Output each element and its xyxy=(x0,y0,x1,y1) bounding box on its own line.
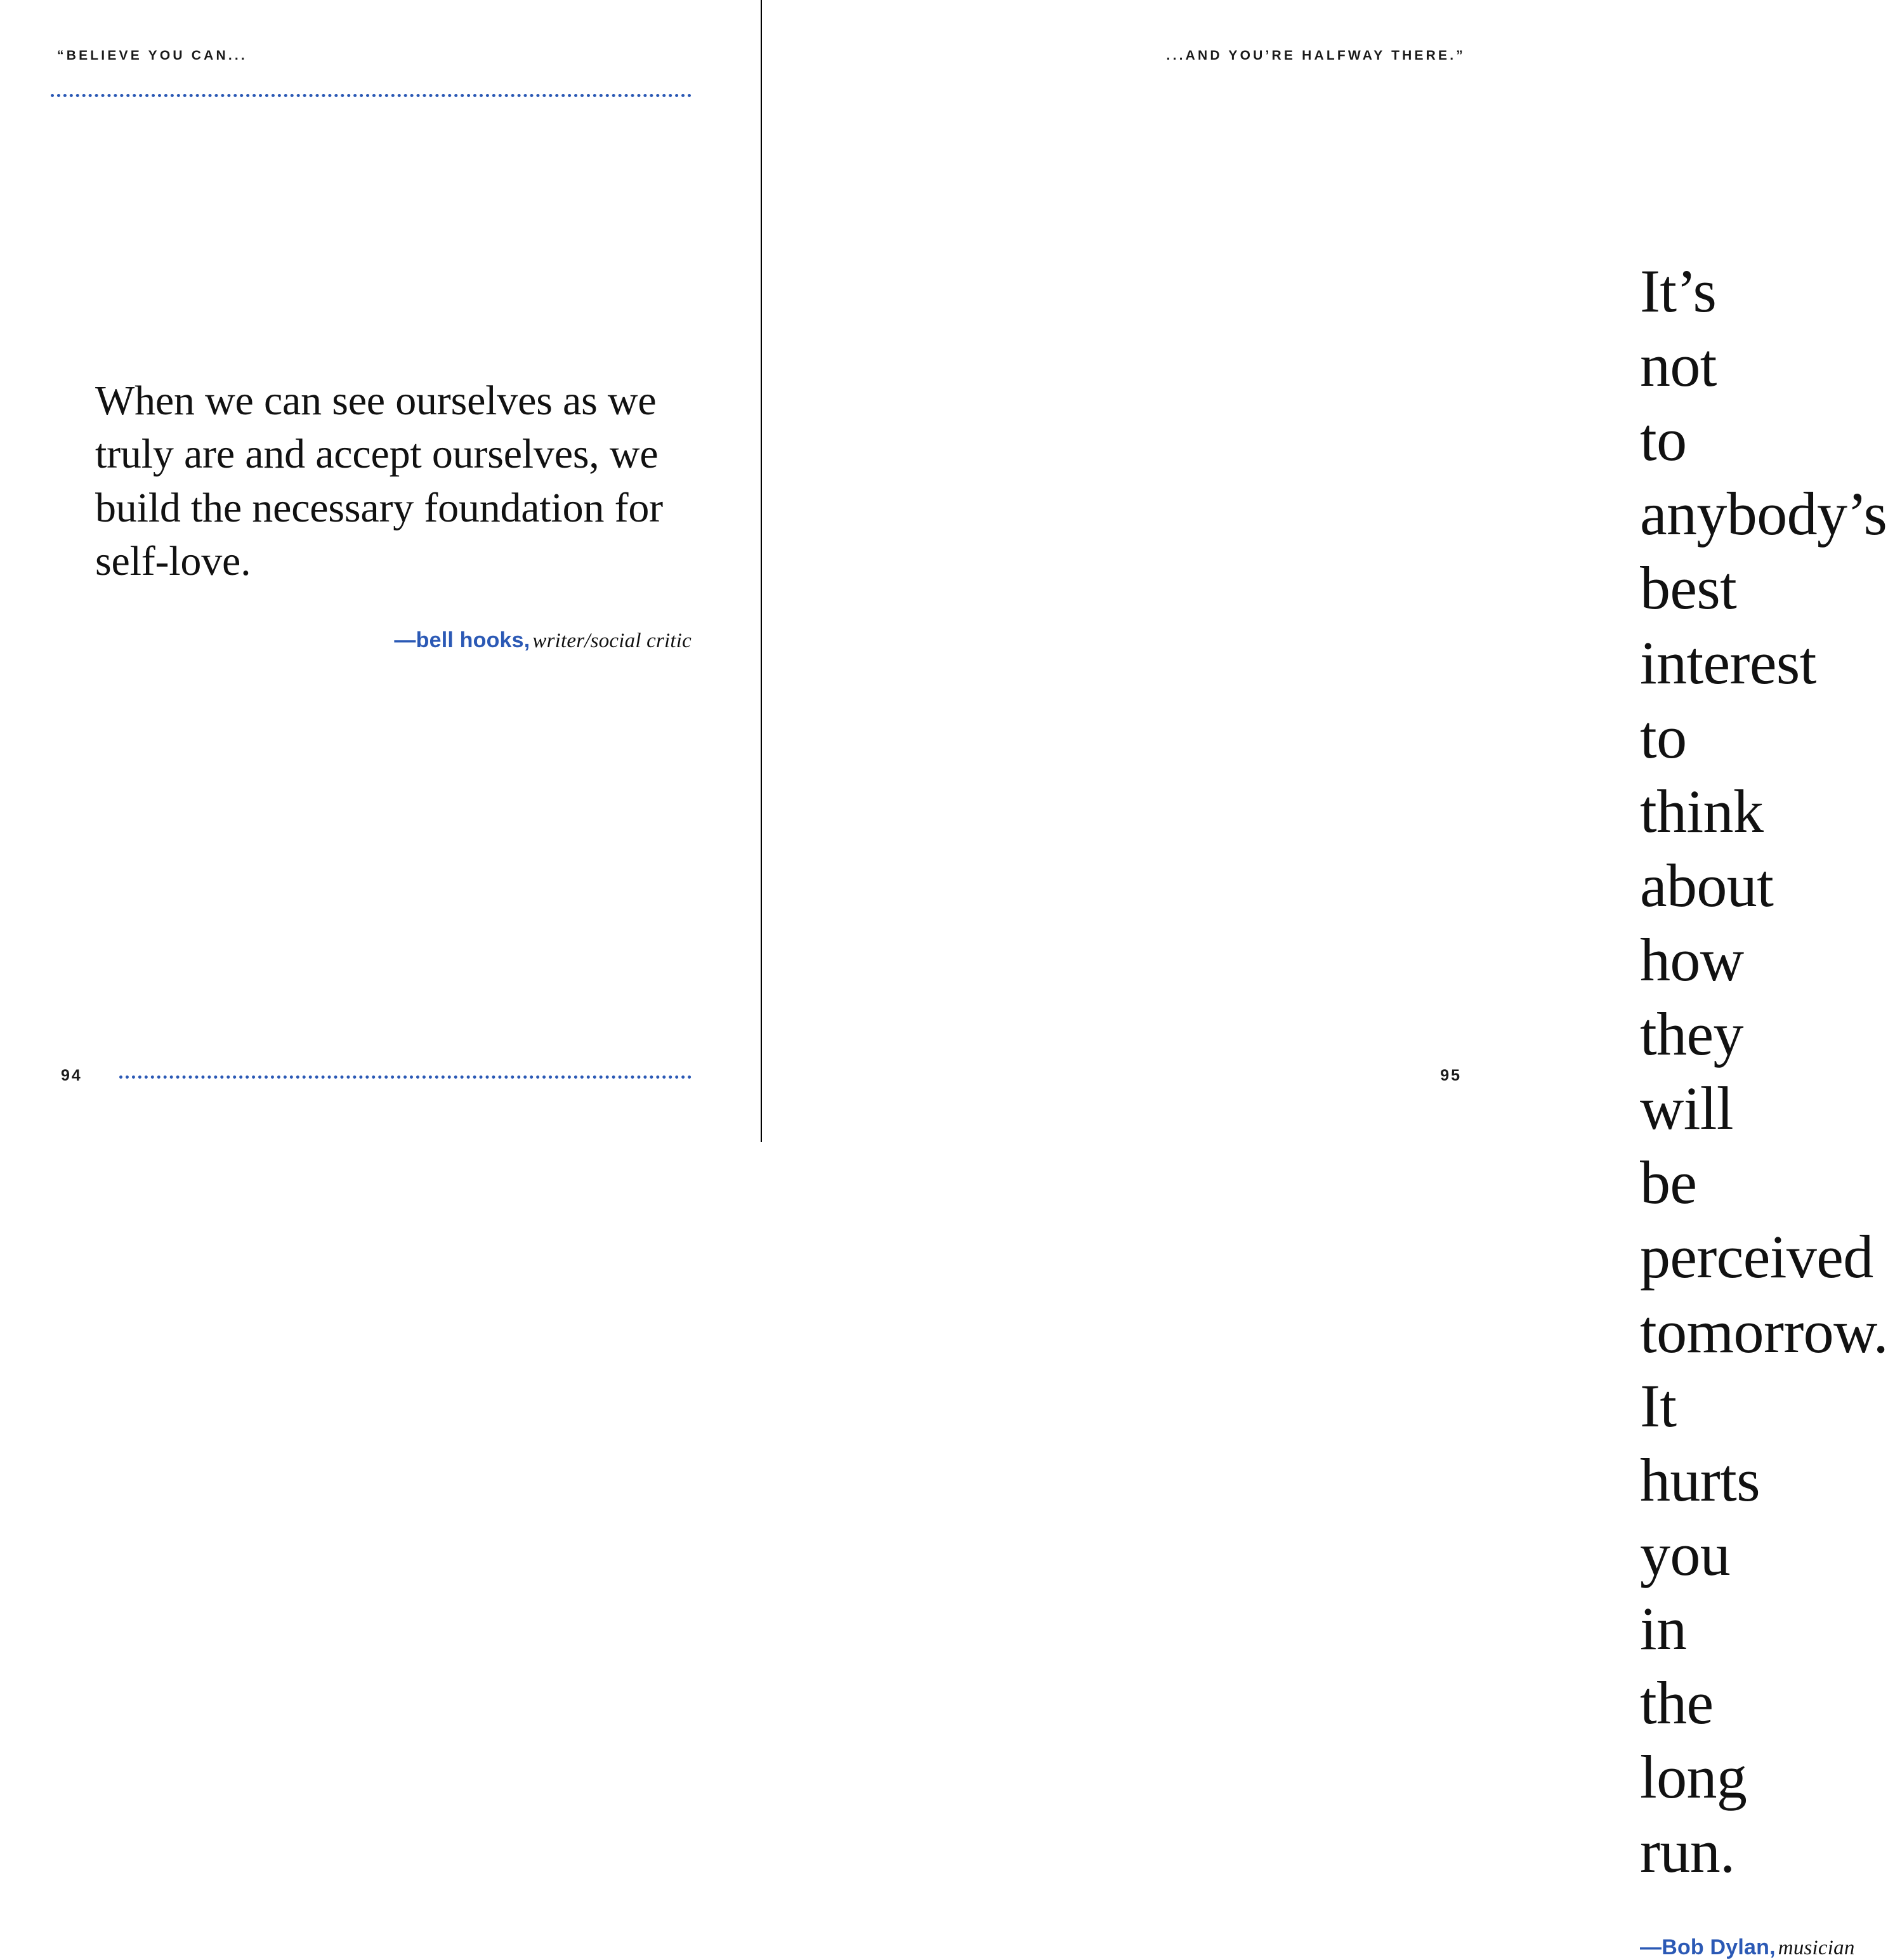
running-head-left: “BELIEVE YOU CAN... xyxy=(57,48,247,63)
attribution-role-left: writer/social critic xyxy=(532,629,692,652)
footer-rule-left xyxy=(119,1075,692,1079)
attribution-name-right: —Bob Dylan, xyxy=(1640,1935,1776,1960)
quote-block-left xyxy=(95,374,692,653)
header-rule-left xyxy=(51,94,692,97)
page-number-right: 95 xyxy=(1440,1067,1462,1084)
attribution-name-left: —bell hooks, xyxy=(394,628,530,652)
attribution-left xyxy=(95,628,692,653)
right-page: ...AND YOU’RE HALFWAY THERE.” It’s not to anybody’s best interest to think about how they will be perceived tomorrow. It hurts you in the long run. —Bob Dylan, musician 95 xyxy=(1166,48,1888,1960)
running-head-right: ...AND YOU’RE HALFWAY THERE.” xyxy=(1166,48,1465,63)
attribution-role-right: musician xyxy=(1778,1937,1855,1960)
page-number-left: 94 xyxy=(61,1067,82,1084)
quote-text-left: When we can see ourselves as we truly are and accept ourselves, we build the necessary foundation for self-love. xyxy=(95,378,663,585)
left-page xyxy=(0,0,761,1142)
